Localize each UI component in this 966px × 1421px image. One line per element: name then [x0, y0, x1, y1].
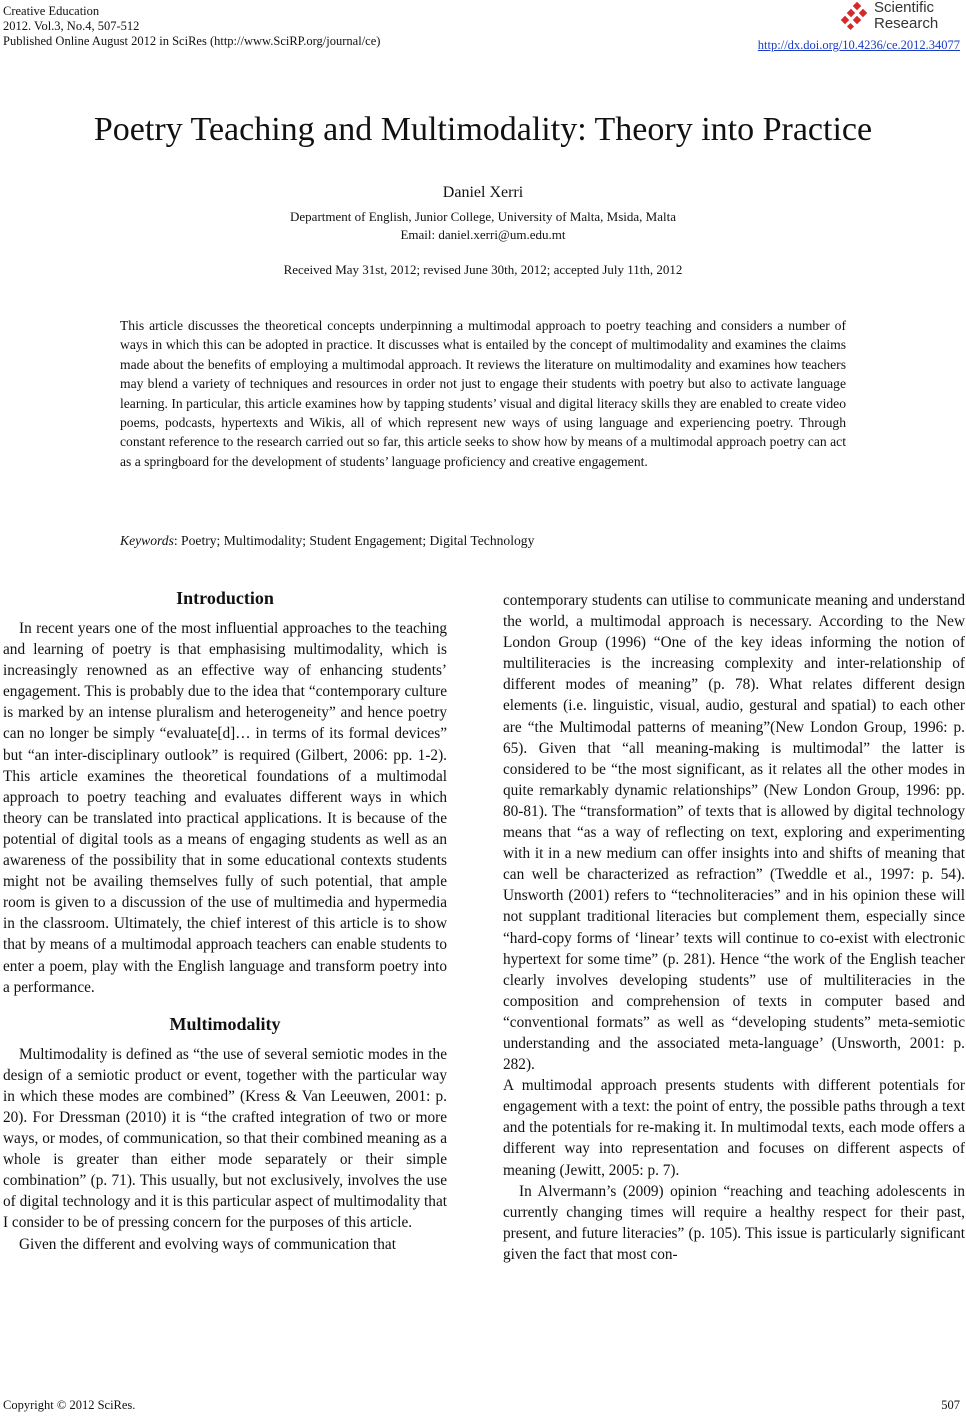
page-number: 507	[941, 1398, 960, 1412]
logo-icon	[840, 2, 874, 32]
journal-volume: 2012. Vol.3, No.4, 507-512	[3, 19, 140, 33]
paragraph: Multimodality is defined as “the use of several semiotic modes in the design of a semiotic product or event, together with the particular way in which these modes are combined” (Kress & Van Leeuwen, 2001: p. 20). For Dressman (2010) it is “the crafted integration of two or more ways, or modes, of communication, so that their combined meaning as a whole is greater than either mode separately or their simple combination” (p. 71). This usually, but not exclusively, involves the use of digital technology and it is this particular aspect of multimodality that I consider to be of pressing concern for the purposes of this article.	[3, 1045, 447, 1232]
paragraph: In recent years one of the most influential approaches to the teaching and learning of poetry is that emphasising multimodality, which is increasingly renowned as an effective way of enhancing students’ engagement. This is probably due to the idea that “contemporary culture is marked by an intense pluralism and heterogeneity” and hence poetry can no longer be simply “evaluate[d]… in terms of its formal devices” but “an inter-disciplinary outlook” is required (Gilbert, 2006: pp. 1-2). This article examines the theoretical foundations of a multimodal approach to poetry teaching and evaluates different ways in which theory can be translated into practical applications. It is because of the potential of digital tools as a means of engaging students as well as an awareness of the possibility that in some educational contexts students might not be availing themselves fully of such potential, that ample room is given to a discussion of the use of multimedia and hypermedia in the classroom. Ultimately, the chief interest of this article is to show that by means of a multimodal approach teachers can enable students to enter a poem, play with the English language and transform poetry into a performance.	[3, 620, 447, 996]
received-dates: Received May 31st, 2012; revised June 30th, 2012; accepted July 11th, 2012	[283, 262, 683, 277]
affiliation: Department of English, Junior College, University of Malta, Msida, Malta	[290, 209, 676, 224]
copyright: Copyright © 2012 SciRes.	[3, 1398, 136, 1412]
author-name: Daniel Xerri	[442, 184, 524, 201]
abstract: This article discusses the theoretical concepts underpinning a multimodal approach to poetry teaching and considers a number of ways in which this can be adopted in practice. It discusses what is entailed by the concept of multimodality and examines the claims made about the benefits of employing a multimodal approach. It reviews the literature on multimodality and examines how teachers may blend a variety of techniques and resources in order not just to engage their students with poetry but also to activate language learning. In particular, this article examines how by tapping students’ visual and digital literacy skills they are enabled to create video poems, podcasts, hypertexts and Wikis, all of which represent new ways of using language and experiencing poetry. Through constant reference to the research carried out so far, this article seeks to show how by means of a multimodal approach poetry can act as a springboard for the development of students’ language proficiency and creative engagement.	[120, 318, 846, 469]
journal-header	[3, 4, 380, 49]
left-column	[3, 586, 447, 1255]
doi-link[interactable]: http://dx.doi.org/10.4236/ce.2012.34077	[757, 38, 960, 52]
author-email: Email: daniel.xerri@um.edu.mt	[400, 227, 566, 242]
paragraph: In Alvermann’s (2009) opinion “reaching and teaching adolescents in currently changing times will require a healthy respect for their past, present, and future literacies” (p. 105). This issue is particularly significant given the fact that most con-	[503, 1182, 965, 1263]
logo-text-line2: Research	[874, 15, 939, 32]
publication-info: Published Online August 2012 in SciRes (http://www.SciRP.org/journal/ce)	[3, 34, 381, 48]
keywords-list: : Poetry; Multimodality; Student Engagement; Digital Technology	[173, 533, 535, 548]
paragraph: Given the different and evolving ways of communication that	[19, 1235, 396, 1253]
right-column	[503, 590, 965, 1265]
section-heading-introduction: Introduction	[176, 588, 274, 608]
author-affiliation	[0, 208, 966, 244]
journal-name: Creative Education	[3, 4, 100, 18]
paragraph: contemporary students can utilise to communicate meaning and understand the world, a multimodal approach is necessary. According to the New London Group (1996) “One of the key ideas informing the notion of multiliteracies is the increasing complexity and inter-relationship of different modes of meaning” (p. 78). What relates different design elements (i.e. linguistic, visual, audio, gestural and spatial) to each other are “the Multimodal patterns of meaning”(New London Group, 1996: p. 65). Given that “all meaning-making is multimodal” the latter is considered to be “the most significant, as it relates all the other modes in quite remarkably dynamic relationships” (New London Group, 1996: pp. 80-81). The “transformation” of texts that is allowed by digital technology means that “as a way of reflecting on text, exploring and experimenting with it in a new medium can offer insights into and shifts of meaning that can well be characterized as refraction” (Tweddle et al., 1997: p. 54). Unsworth (2001) refers to “technoliteracies” and in his opinion these will not supplant traditional literacies but complement them, especially since “hard-copy forms of ‘linear’ texts will continue to co-exist with electronic hypertext for some time” (p. 281). Hence “the work of the English teacher clearly involves developing students” use of multiliteracies in the composition and comprehension of texts in computer based and “conventional formats” as well as “developing students” meta-semiotic understanding and the associated meta-language’ (Unsworth, 2001: p. 282).	[503, 592, 965, 1074]
section-heading-multimodality: Multimodality	[169, 1013, 281, 1034]
paper-title: Poetry Teaching and Multimodality: Theory into Practice	[93, 111, 873, 148]
scientific-research-logo	[840, 0, 960, 36]
block-quote: A multimodal approach presents students with different potentials for engagement with a text: the point of entry, the possible paths through a text and the potentials for re-making it. In multimodal texts, each mode offers a different way into representation and focuses on different aspects of meaning (Jewitt, 2005: p. 7).	[503, 1077, 965, 1179]
keywords	[120, 533, 534, 549]
keywords-label: Keywords	[120, 533, 174, 548]
logo-text-line1: Scientific	[874, 0, 935, 16]
